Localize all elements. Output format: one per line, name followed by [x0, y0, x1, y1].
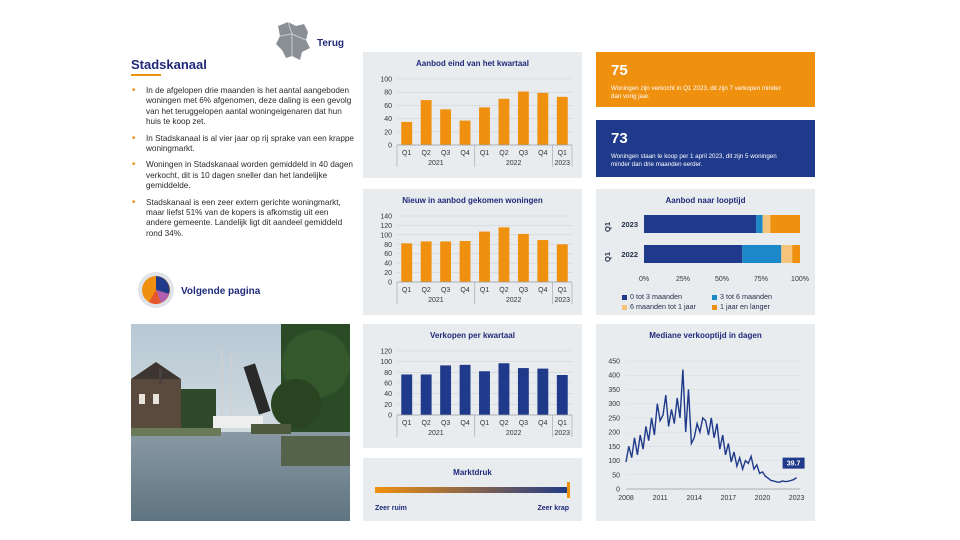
bar — [421, 241, 432, 282]
bar — [557, 97, 568, 145]
bar — [421, 374, 432, 415]
y-tick-label: 20 — [384, 270, 392, 278]
bar — [518, 92, 529, 145]
x-tick-label: Q3 — [440, 287, 451, 294]
bar — [499, 363, 510, 415]
bar — [499, 99, 510, 145]
y-tick-label: 40 — [384, 260, 392, 268]
x-tick-label: Q1 — [402, 287, 412, 294]
bar — [440, 109, 451, 145]
y-tick-label: 0 — [388, 412, 392, 420]
x-tick-label: Q2 — [421, 287, 431, 294]
y-tick-label: 20 — [384, 129, 392, 137]
stacked-segment — [770, 215, 800, 233]
y-tick-label: 100 — [380, 76, 392, 84]
chart-title: Verkopen per kwartaal — [430, 331, 515, 340]
y-tick-label: 350 — [608, 386, 620, 394]
bar — [518, 368, 529, 415]
x-tick-label: Q4 — [460, 420, 470, 427]
y-tick-label: 250 — [608, 415, 620, 423]
chart-panel-verkopen — [363, 324, 582, 448]
x-tick-label: 2011 — [652, 495, 668, 502]
x-tick-label: Q2 — [421, 150, 431, 157]
end-label: 39.7 — [786, 460, 801, 468]
legend-item: 1 jaar en langer — [712, 302, 800, 311]
group-label: 2023 — [554, 297, 571, 304]
region-map-icon[interactable] — [272, 18, 316, 62]
stacked-segment — [763, 215, 771, 233]
x-tick-label: Q1 — [479, 287, 490, 294]
group-label: 2023 — [554, 430, 571, 437]
y-tick-label: 140 — [380, 213, 392, 221]
kpi-value: 73 — [611, 130, 628, 147]
y-tick-label: 20 — [384, 401, 392, 409]
stacked-segment — [756, 215, 762, 233]
bar — [518, 234, 529, 282]
x-tick-label: 0% — [638, 276, 650, 283]
y-tick-label: 60 — [384, 102, 392, 110]
x-tick-label: 2023 — [788, 495, 805, 502]
y-tick-label: 100 — [380, 359, 392, 367]
y-tick-label: 400 — [608, 372, 620, 380]
group-label: Q1 — [603, 221, 612, 232]
pie-icon[interactable] — [137, 271, 175, 309]
kpi-sold — [596, 52, 815, 107]
marktdruk-left-label: Zeer ruim — [375, 505, 407, 512]
back-link[interactable]: Terug — [317, 38, 345, 49]
bar — [460, 241, 471, 282]
y-tick-label: 120 — [380, 222, 392, 230]
page-title: Stadskanaal — [131, 57, 207, 72]
bar-chart-nieuw — [363, 189, 582, 315]
x-tick-label: Q2 — [499, 287, 509, 294]
group-label: 2023 — [554, 160, 571, 167]
line-chart-verkooptijd — [596, 324, 815, 521]
y-tick-label: 120 — [380, 348, 392, 356]
x-tick-label: Q1 — [402, 150, 412, 157]
group-label: 2021 — [428, 160, 444, 167]
x-tick-label: 50% — [714, 276, 730, 283]
chart-panel-aanbod — [363, 52, 582, 178]
bar — [440, 365, 451, 415]
y-tick-label: 0 — [388, 142, 392, 150]
category-label: 2022 — [621, 250, 638, 259]
bullet-item: • Woningen in Stadskanaal worden gemiddeld in 40 dagen verkocht, dit is 10 dagen sneller dan het landelijke gemiddelde. — [132, 160, 354, 191]
bar — [460, 365, 471, 415]
group-label: 2022 — [505, 160, 522, 167]
group-label: 2022 — [505, 297, 522, 304]
x-tick-label: Q4 — [538, 420, 548, 427]
x-tick-label: Q2 — [499, 150, 509, 157]
bar — [537, 93, 548, 145]
bar — [557, 375, 568, 415]
marktdruk-marker — [567, 482, 570, 498]
y-tick-label: 0 — [388, 279, 392, 287]
y-tick-label: 80 — [384, 369, 392, 377]
category-label: 2023 — [621, 220, 638, 229]
bullet-item: • In Stadskanaal is al vier jaar op rij sprake van een krappe woningmarkt. — [132, 134, 354, 155]
x-tick-label: Q2 — [499, 420, 509, 427]
y-tick-label: 100 — [608, 458, 620, 466]
group-label: 2022 — [505, 430, 522, 437]
town-canal-photo — [131, 324, 350, 521]
bar — [421, 100, 432, 145]
y-tick-label: 40 — [384, 391, 392, 399]
x-tick-label: Q3 — [440, 150, 451, 157]
kpi-text: Woningen staan te koop per 1 april 2023, dit zijn 5 woningen minder dan drie maanden eerder. — [611, 153, 777, 168]
x-tick-label: Q1 — [557, 420, 567, 427]
x-tick-label: 75% — [753, 276, 769, 283]
x-tick-label: Q3 — [518, 420, 529, 427]
stacked-segment — [742, 245, 781, 263]
marktdruk-title: Marktdruk — [453, 468, 492, 477]
x-tick-label: 2017 — [720, 495, 737, 502]
kpi-text: Woningen zijn verkocht in Q1 2023, dit zijn 7 verkopen minder dan vorig jaar. — [611, 85, 781, 100]
bar-chart-verkopen — [363, 324, 582, 448]
series-line — [626, 370, 797, 483]
bar — [479, 232, 490, 282]
x-tick-label: Q3 — [518, 287, 529, 294]
legend-item: 6 maanden tot 1 jaar — [622, 302, 710, 311]
chart-panel-nieuw — [363, 189, 582, 315]
x-tick-label: 2020 — [754, 495, 771, 502]
y-tick-label: 450 — [608, 358, 620, 366]
marktdruk-right-label: Zeer krap — [537, 505, 569, 512]
y-tick-label: 300 — [608, 401, 620, 409]
bar — [401, 122, 412, 145]
next-page-link[interactable]: Volgende pagina — [181, 286, 261, 297]
y-tick-label: 150 — [608, 443, 620, 451]
group-label: Q1 — [603, 251, 612, 262]
bar — [440, 241, 451, 282]
chart-panel-verkooptijd — [596, 324, 815, 521]
x-tick-label: Q4 — [460, 287, 470, 294]
marktdruk-gradient-bar — [375, 487, 570, 493]
bar — [401, 243, 412, 282]
y-tick-label: 200 — [608, 429, 620, 437]
stacked-segment — [781, 245, 792, 263]
bar — [479, 107, 490, 145]
x-tick-label: Q1 — [402, 420, 412, 427]
x-tick-label: Q4 — [538, 150, 548, 157]
legend-item: 3 tot 6 maanden — [712, 292, 800, 301]
y-tick-label: 100 — [380, 232, 392, 240]
chart-title: Aanbod eind van het kwartaal — [416, 59, 529, 68]
x-tick-label: 100% — [791, 276, 809, 283]
x-tick-label: Q1 — [557, 287, 567, 294]
legend-item: 0 tot 3 maanden — [622, 292, 710, 301]
bar — [479, 371, 490, 415]
title-underline — [131, 74, 161, 76]
group-label: 2021 — [428, 430, 444, 437]
x-tick-label: 25% — [675, 276, 691, 283]
bullet-item: • In de afgelopen drie maanden is het aantal aangeboden woningen met 6% afgenomen, deze daling is een gevolg van het teruggelopen aantal woningeigenaren dat hun huis te koop zet. — [132, 86, 354, 128]
bar — [537, 240, 548, 282]
bullet-item: • Stadskanaal is een zeer extern gerichte woningmarkt, maar liefst 51% van de kopers is afkomstig uit een andere gemeente. Landelijk ligt dit aandeel gemiddeld rond 34%. — [132, 198, 354, 240]
bar — [401, 374, 412, 415]
bar — [557, 244, 568, 282]
stacked-segment — [792, 245, 800, 263]
x-tick-label: Q1 — [557, 150, 567, 157]
x-tick-label: Q1 — [479, 150, 490, 157]
x-tick-label: Q3 — [518, 150, 529, 157]
group-label: 2021 — [428, 297, 444, 304]
y-tick-label: 80 — [384, 241, 392, 249]
kpi-value: 75 — [611, 62, 628, 79]
kpi-for-sale — [596, 120, 815, 177]
x-tick-label: Q3 — [440, 420, 451, 427]
looptijd-legend — [622, 292, 802, 312]
x-tick-label: 2014 — [686, 495, 703, 502]
y-tick-label: 60 — [384, 251, 392, 259]
x-tick-label: Q4 — [538, 287, 548, 294]
y-tick-label: 80 — [384, 89, 392, 97]
summary-bullets — [132, 86, 354, 245]
chart-title: Nieuw in aanbod gekomen woningen — [402, 196, 543, 205]
y-tick-label: 60 — [384, 380, 392, 388]
x-tick-label: 2008 — [618, 495, 634, 502]
x-tick-label: Q2 — [421, 420, 431, 427]
bar — [537, 369, 548, 415]
stacked-segment — [644, 215, 756, 233]
bar — [499, 227, 510, 282]
x-tick-label: Q1 — [479, 420, 490, 427]
bar — [460, 121, 471, 145]
marktdruk-panel — [363, 458, 582, 521]
y-tick-label: 40 — [384, 116, 392, 124]
y-tick-label: 50 — [612, 472, 620, 480]
x-tick-label: Q4 — [460, 150, 470, 157]
bar-chart-aanbod — [363, 52, 582, 178]
y-tick-label: 0 — [616, 486, 620, 494]
chart-title: Mediane verkooptijd in dagen — [649, 331, 762, 340]
stacked-segment — [644, 245, 742, 263]
chart-title: Aanbod naar looptijd — [665, 196, 746, 205]
